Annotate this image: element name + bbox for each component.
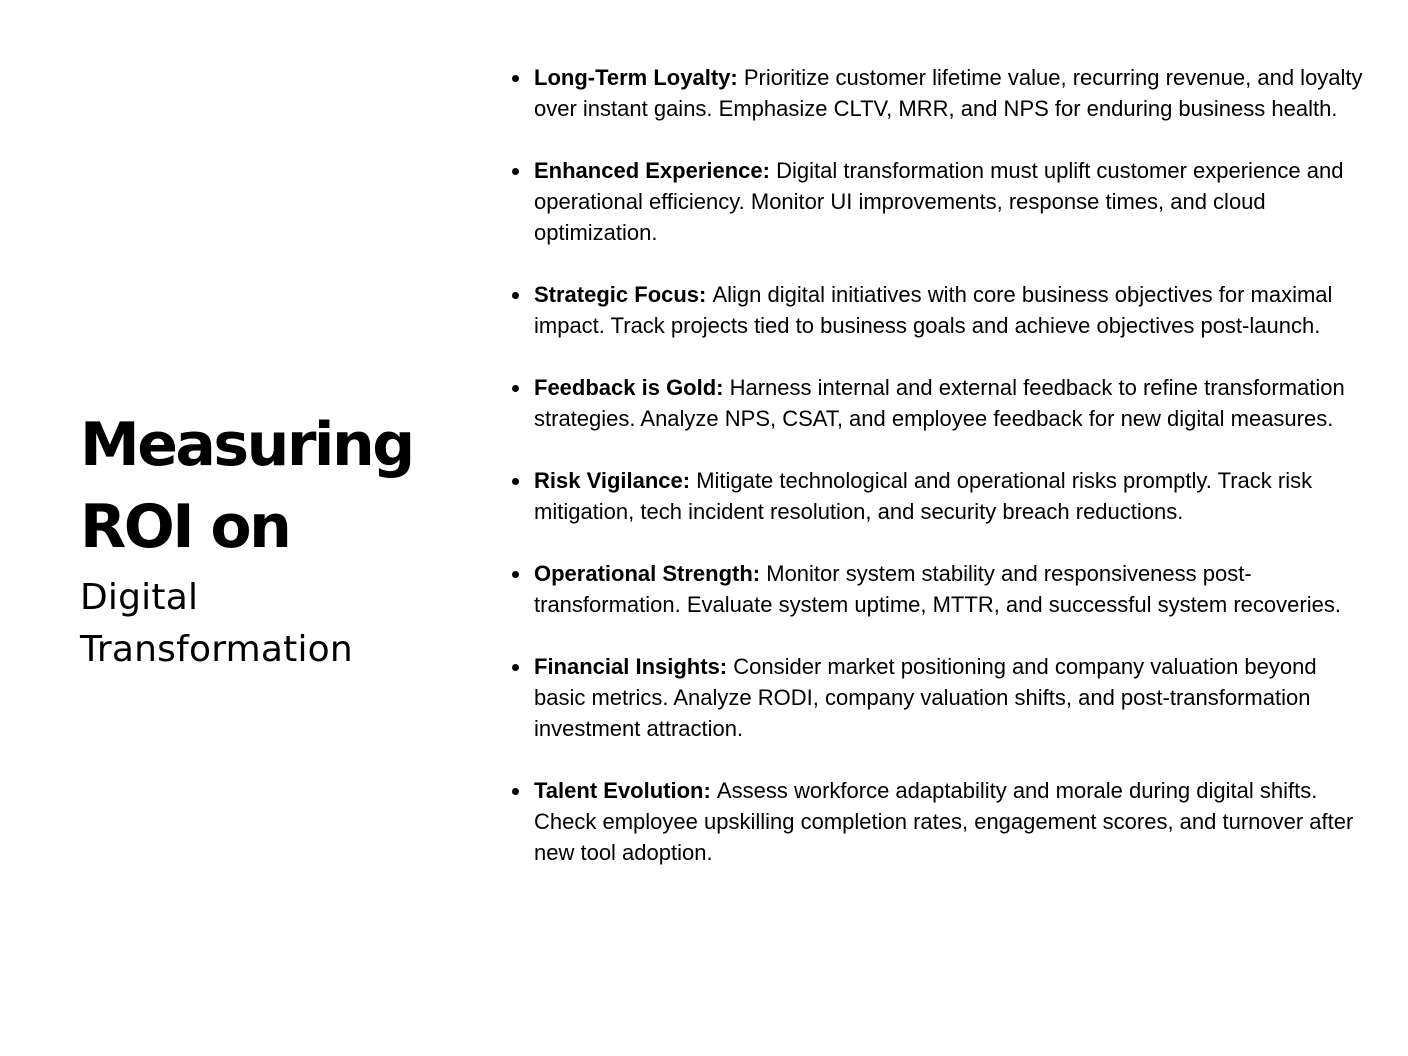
bullet-icon [512, 385, 519, 392]
item-term: Long-Term Loyalty: [534, 65, 744, 90]
item-text: Assess workforce adaptability and morale during digital shifts. Check employee upskilling completion rates, engagement scores, and turnover after new tool adoption. [534, 778, 1354, 865]
list-item-operational-strength [510, 558, 1370, 620]
subtitle-line-1: Digital [80, 577, 199, 618]
bullet-icon [512, 571, 519, 578]
page-title [80, 404, 460, 568]
item-term: Risk Vigilance: [534, 468, 697, 493]
bullet-icon [512, 788, 519, 795]
item-text: Harness internal and external feedback to refine transformation strategies. Analyze NPS, CSAT, and employee feedback for new digital measures. [534, 375, 1345, 431]
item-text: Digital transformation must uplift customer experience and operational efficiency. Monitor UI improvements, response times, and cloud optimization. [534, 158, 1344, 245]
item-term: Talent Evolution: [534, 778, 717, 803]
item-term: Strategic Focus: [534, 282, 713, 307]
item-term: Operational Strength: [534, 561, 767, 586]
key-points-panel [510, 62, 1370, 899]
list-item-talent-evolution [510, 775, 1370, 868]
page-subtitle [80, 572, 460, 676]
bullet-icon [512, 664, 519, 671]
list-item-strategic-focus [510, 279, 1370, 341]
title-line-1: Measuring [80, 410, 413, 480]
list-item-enhanced-experience [510, 155, 1370, 248]
item-term: Financial Insights: [534, 654, 734, 679]
subtitle-line-2: Transformation [80, 629, 353, 670]
list-item-risk-vigilance [510, 465, 1370, 527]
item-text: Mitigate technological and operational risks promptly. Track risk mitigation, tech incident resolution, and security breach reductions. [534, 468, 1313, 524]
bullet-icon [512, 478, 519, 485]
bullet-icon [512, 75, 519, 82]
key-points-list [510, 62, 1370, 868]
item-term: Enhanced Experience: [534, 158, 777, 183]
list-item-long-term-loyalty [510, 62, 1370, 124]
list-item-financial-insights [510, 651, 1370, 744]
item-text: Monitor system stability and responsiveness post-transformation. Evaluate system uptime, MTTR, and successful system recoveries. [534, 561, 1341, 617]
bullet-icon [512, 168, 519, 175]
item-text: Prioritize customer lifetime value, recurring revenue, and loyalty over instant gains. Emphasize CLTV, MRR, and NPS for enduring business health. [534, 65, 1363, 121]
title-line-2: ROI on [80, 492, 290, 562]
list-item-feedback-is-gold [510, 372, 1370, 434]
title-block [80, 404, 460, 676]
item-text: Consider market positioning and company valuation beyond basic metrics. Analyze RODI, company valuation shifts, and post-transformation investment attraction. [534, 654, 1317, 741]
item-term: Feedback is Gold: [534, 375, 730, 400]
item-text: Align digital initiatives with core business objectives for maximal impact. Track projects tied to business goals and achieve objectives post-launch. [534, 282, 1333, 338]
bullet-icon [512, 292, 519, 299]
